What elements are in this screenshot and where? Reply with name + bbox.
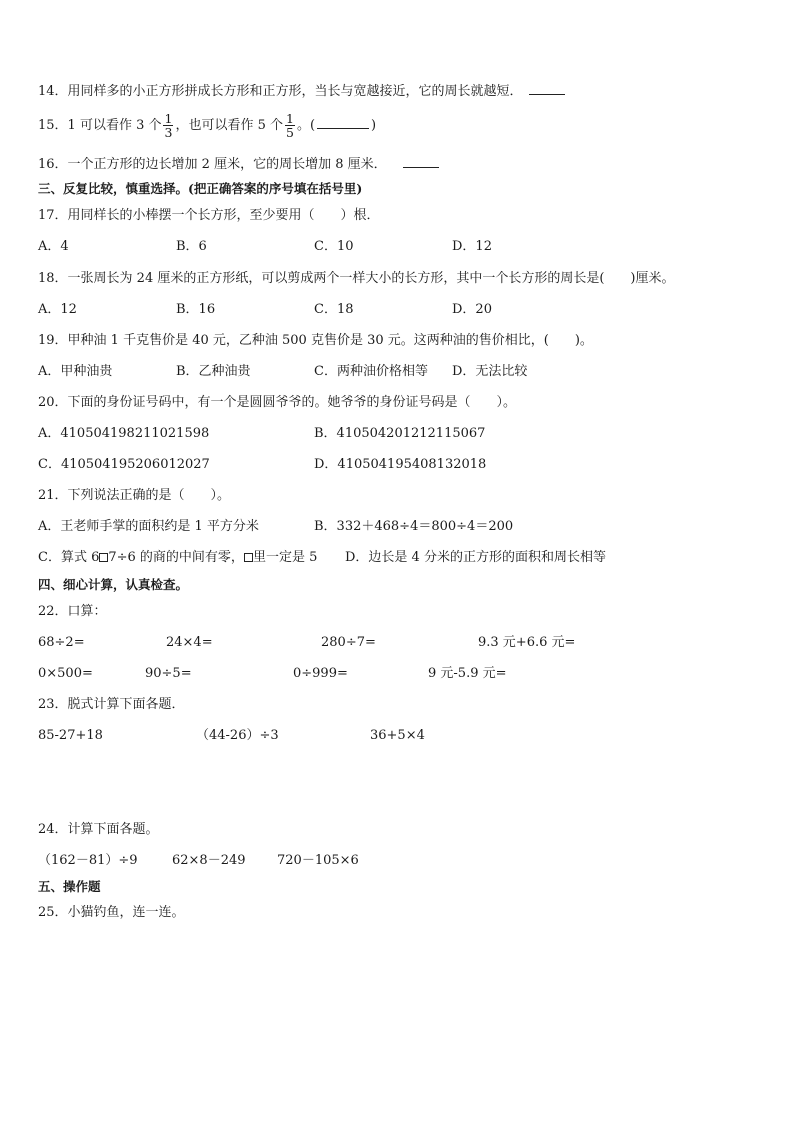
- question-25-stem: 25．小猫钓鱼，连一连。: [38, 905, 185, 920]
- oral-calc-item: 0×500=: [38, 666, 93, 681]
- option-b[interactable]: B．16: [176, 302, 216, 317]
- oral-calc-item: 0÷999=: [293, 666, 348, 681]
- option-a[interactable]: A．4: [38, 239, 69, 254]
- question-21-stem: 21．下列说法正确的是（ ）。: [38, 488, 231, 503]
- oral-calc-item: 9 元-5.9 元=: [428, 666, 507, 681]
- option-b[interactable]: B．乙种油贵: [176, 364, 251, 379]
- option-c[interactable]: [38, 549, 317, 567]
- fraction-denominator: 3: [164, 125, 173, 140]
- question-14-text: 14．用同样多的小正方形拼成长方形和正方形，当长与宽越接近，它的周长就越短．: [38, 84, 523, 99]
- step-calc-item: 36+5×4: [370, 728, 425, 743]
- option-d[interactable]: D．无法比较: [452, 364, 528, 379]
- oral-calc-item: 9.3 元+6.6 元=: [478, 635, 576, 650]
- option-c-text-2: 7÷6 的商的中间有零，: [108, 550, 244, 565]
- question-17-stem: 17．用同样长的小棒摆一个长方形，至少要用（ ）根．: [38, 208, 380, 223]
- option-c-text-3: 里一定是 5: [252, 550, 318, 565]
- question-20-stem: 20．下面的身份证号码中，有一个是圆圆爷爷的。她爷爷的身份证号码是（ ）。: [38, 395, 517, 410]
- section-3-heading: 三、反复比较，慎重选择。(把正确答案的序号填在括号里): [38, 181, 363, 196]
- blank-box-icon: [99, 553, 108, 562]
- fraction-one-third: [163, 112, 173, 139]
- question-14: [38, 82, 565, 101]
- oral-calc-item: 24×4=: [166, 635, 213, 650]
- question-19-stem: 19．甲种油 1 千克售价是 40 元，乙种油 500 克售价是 30 元。这两种油的售价相比，( )。: [38, 333, 593, 348]
- calc-item: （162－81）÷9: [38, 853, 138, 868]
- option-d[interactable]: D．410504195408132018: [314, 457, 487, 472]
- question-15: [38, 112, 376, 140]
- question-16: [38, 155, 439, 174]
- oral-calc-item: 68÷2=: [38, 635, 85, 650]
- fraction-denominator: 5: [285, 125, 294, 140]
- option-a[interactable]: A．甲种油贵: [38, 364, 113, 379]
- fraction-numerator: 1: [164, 111, 173, 126]
- option-d[interactable]: D．12: [452, 239, 492, 254]
- option-a[interactable]: A．410504198211021598: [38, 426, 210, 441]
- question-15-text-b: ，也可以看作 5 个: [175, 118, 283, 133]
- option-c[interactable]: C．18: [314, 302, 354, 317]
- option-c-text-1: C．算式 6: [38, 550, 100, 565]
- answer-blank[interactable]: [529, 82, 565, 95]
- question-23-stem: 23．脱式计算下面各题．: [38, 697, 185, 712]
- option-c[interactable]: C．10: [314, 239, 354, 254]
- option-a[interactable]: A．12: [38, 302, 77, 317]
- option-d[interactable]: D．边长是 4 分米的正方形的面积和周长相等: [345, 550, 606, 565]
- step-calc-item: （44-26）÷3: [196, 728, 279, 743]
- question-15-text-d: ): [371, 118, 377, 133]
- section-5-heading: 五、操作题: [38, 879, 101, 894]
- calc-item: 720－105×6: [277, 853, 359, 868]
- option-c[interactable]: C．两种油价格相等: [314, 364, 428, 379]
- question-15-text-c: 。(: [296, 118, 316, 133]
- blank-box-icon: [244, 553, 253, 562]
- oral-calc-item: 280÷7=: [321, 635, 376, 650]
- option-c[interactable]: C．410504195206012027: [38, 457, 210, 472]
- fraction-one-fifth: [285, 112, 295, 139]
- answer-blank[interactable]: [317, 116, 369, 129]
- section-4-heading: 四、细心计算，认真检查。: [38, 577, 189, 592]
- option-b[interactable]: B．6: [176, 239, 207, 254]
- answer-blank[interactable]: [403, 155, 439, 168]
- calc-item: 62×8－249: [172, 853, 246, 868]
- fraction-numerator: 1: [285, 111, 294, 126]
- option-a[interactable]: A．王老师手掌的面积约是 1 平方分米: [38, 519, 259, 534]
- question-15-text-a: 15．1 可以看作 3 个: [38, 118, 162, 133]
- question-24-stem: 24．计算下面各题。: [38, 822, 159, 837]
- oral-calc-item: 90÷5=: [145, 666, 192, 681]
- question-18-stem: 18．一张周长为 24 厘米的正方形纸，可以剪成两个一样大小的长方形，其中一个长方形的周长是( )厘米。: [38, 271, 675, 286]
- option-b[interactable]: B．332＋468÷4＝800÷4＝200: [314, 519, 514, 534]
- question-22-stem: 22．口算：: [38, 604, 107, 619]
- question-16-text: 16．一个正方形的边长增加 2 厘米，它的周长增加 8 厘米．: [38, 157, 387, 172]
- option-d[interactable]: D．20: [452, 302, 492, 317]
- step-calc-item: 85-27+18: [38, 728, 103, 743]
- option-b[interactable]: B．410504201212115067: [314, 426, 486, 441]
